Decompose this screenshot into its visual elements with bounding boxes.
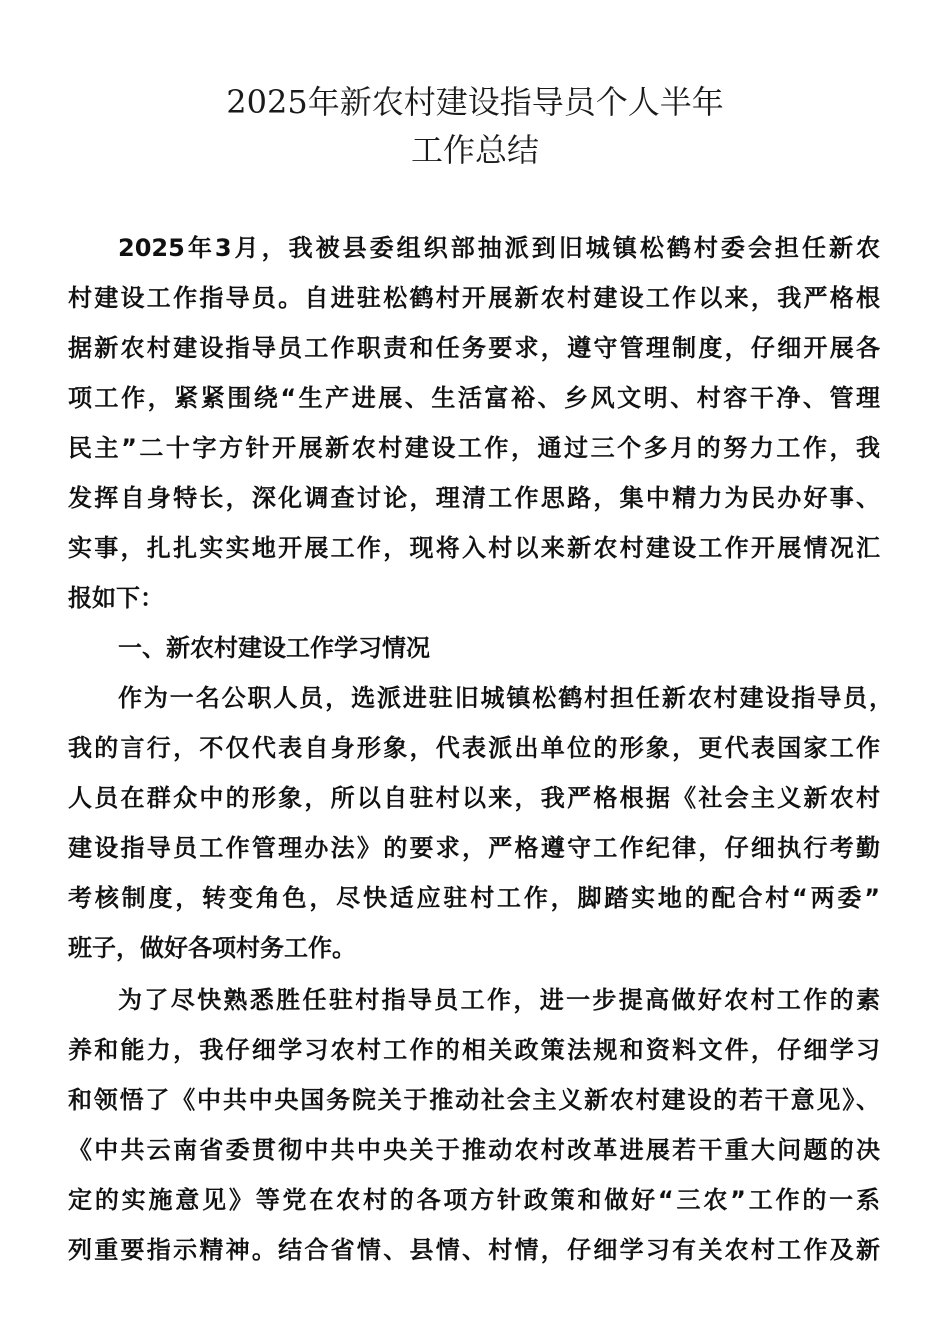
paragraph-line: 养和能力，我仔细学习农村工作的相关政策法规和资料文件，仔细学习 <box>68 1036 880 1064</box>
paragraph-line: 定的实施意见》等党在农村的各项方针政策和做好“三农”工作的一系 <box>68 1186 880 1214</box>
paragraph-line: 2025年3月，我被县委组织部抽派到旧城镇松鹤村委会担任新农 <box>118 234 880 262</box>
document-title-line-2: 工作总结 <box>410 131 539 169</box>
paragraph-line: 作为一名公职人员，选派进驻旧城镇松鹤村担任新农村建设指导员， <box>118 684 893 712</box>
paragraph-line: 报如下： <box>68 584 164 612</box>
document-title-line-1: 2025年新农村建设指导员个人半年 <box>226 83 724 121</box>
paragraph-line: 考核制度，转变角色，尽快适应驻村工作，脚踏实地的配合村“两委” <box>68 884 880 912</box>
paragraph-line: 实事，扎扎实实地开展工作，现将入村以来新农村建设工作开展情况汇 <box>68 534 880 562</box>
paragraph-line: 建设指导员工作管理办法》的要求，严格遵守工作纪律，仔细执行考勤 <box>68 834 880 862</box>
paragraph-line: 项工作，紧紧围绕“生产进展、生活富裕、乡风文明、村容干净、管理 <box>68 384 880 412</box>
paragraph-line: 和领悟了《中共中央国务院关于推动社会主义新农村建设的若干意见》、 <box>68 1086 880 1114</box>
paragraph-line: 发挥自身特长，深化调查讨论，理清工作思路，集中精力为民办好事、 <box>68 484 880 512</box>
paragraph-line: 我的言行，不仅代表自身形象，代表派出单位的形象，更代表国家工作 <box>68 734 880 762</box>
paragraph-line: 班子，做好各项村务工作。 <box>68 934 356 962</box>
paragraph-line: 《中共云南省委贯彻中共中央关于推动农村改革进展若干重大问题的决 <box>68 1136 880 1164</box>
paragraph-line: 村建设工作指导员。自进驻松鹤村开展新农村建设工作以来，我严格根 <box>68 284 880 312</box>
paragraph-line: 为了尽快熟悉胜任驻村指导员工作，进一步提高做好农村工作的素 <box>118 986 880 1014</box>
section-heading: 一、新农村建设工作学习情况 <box>118 634 430 662</box>
paragraph-line: 列重要指示精神。结合省情、县情、村情，仔细学习有关农村工作及新 <box>68 1236 880 1264</box>
paragraph-line: 据新农村建设指导员工作职责和任务要求，遵守管理制度，仔细开展各 <box>68 334 880 362</box>
paragraph-line: 民主”二十字方针开展新农村建设工作，通过三个多月的努力工作，我 <box>68 434 880 462</box>
paragraph-line: 人员在群众中的形象，所以自驻村以来，我严格根据《社会主义新农村 <box>68 784 880 812</box>
